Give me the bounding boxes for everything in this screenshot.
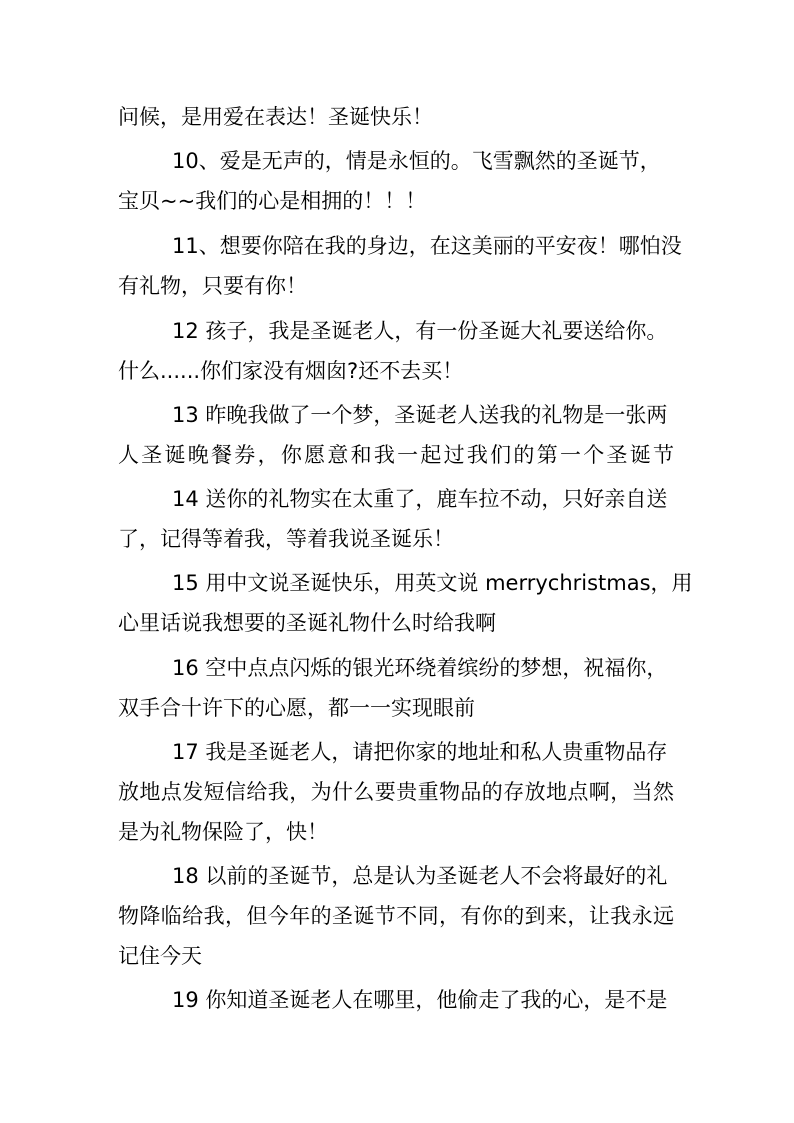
text-line: 16 空中点点闪烁的银光环绕着缤纷的梦想，祝福你， bbox=[172, 656, 668, 680]
text-line: 19 你知道圣诞老人在哪里，他偷走了我的心，是不是 bbox=[172, 988, 668, 1012]
text-line: 心里话说我想要的圣诞礼物什么时给我啊 bbox=[118, 611, 496, 635]
text-line: 有礼物，只要有你！ bbox=[118, 274, 307, 298]
text-line: 双手合十许下的心愿，都一一实现眼前 bbox=[118, 696, 475, 720]
text-line: 11、想要你陪在我的身边，在这美丽的平安夜！哪怕没 bbox=[172, 234, 682, 258]
text-line: 了，记得等着我，等着我说圣诞乐！ bbox=[118, 527, 454, 551]
text-line: 是为礼物保险了，快！ bbox=[118, 820, 328, 844]
text-line: 12 孩子，我是圣诞老人，有一份圣诞大礼要送给你。 bbox=[172, 319, 668, 343]
text-line: 17 我是圣诞老人，请把你家的地址和私人贵重物品存 bbox=[172, 740, 668, 764]
text-line: 13 昨晚我做了一个梦，圣诞老人送我的礼物是一张两 bbox=[172, 403, 668, 427]
text-line: 15 用中文说圣诞快乐，用英文说 merrychristmas，用 bbox=[172, 571, 693, 595]
text-line: 人圣诞晚餐券，你愿意和我一起过我们的第一个圣诞节 bbox=[118, 443, 674, 467]
text-line: 物降临给我，但今年的圣诞节不同，有你的到来，让我永远 bbox=[118, 904, 674, 928]
text-line: 18 以前的圣诞节，总是认为圣诞老人不会将最好的礼 bbox=[172, 864, 668, 888]
text-line: 什么......你们家没有烟囱?还不去买！ bbox=[118, 359, 464, 383]
text-line: 10、爱是无声的，情是永恒的。飞雪飘然的圣诞节， bbox=[172, 149, 661, 173]
text-line: 宝贝~~我们的心是相拥的！！！ bbox=[118, 189, 427, 213]
text-line: 放地点发短信给我，为什么要贵重物品的存放地点啊，当然 bbox=[118, 780, 674, 804]
text-line: 记住今天 bbox=[118, 944, 202, 968]
text-line: 14 送你的礼物实在太重了，鹿车拉不动，只好亲自送 bbox=[172, 487, 668, 511]
text-line: 问候，是用爱在表达！圣诞快乐！ bbox=[118, 105, 433, 129]
